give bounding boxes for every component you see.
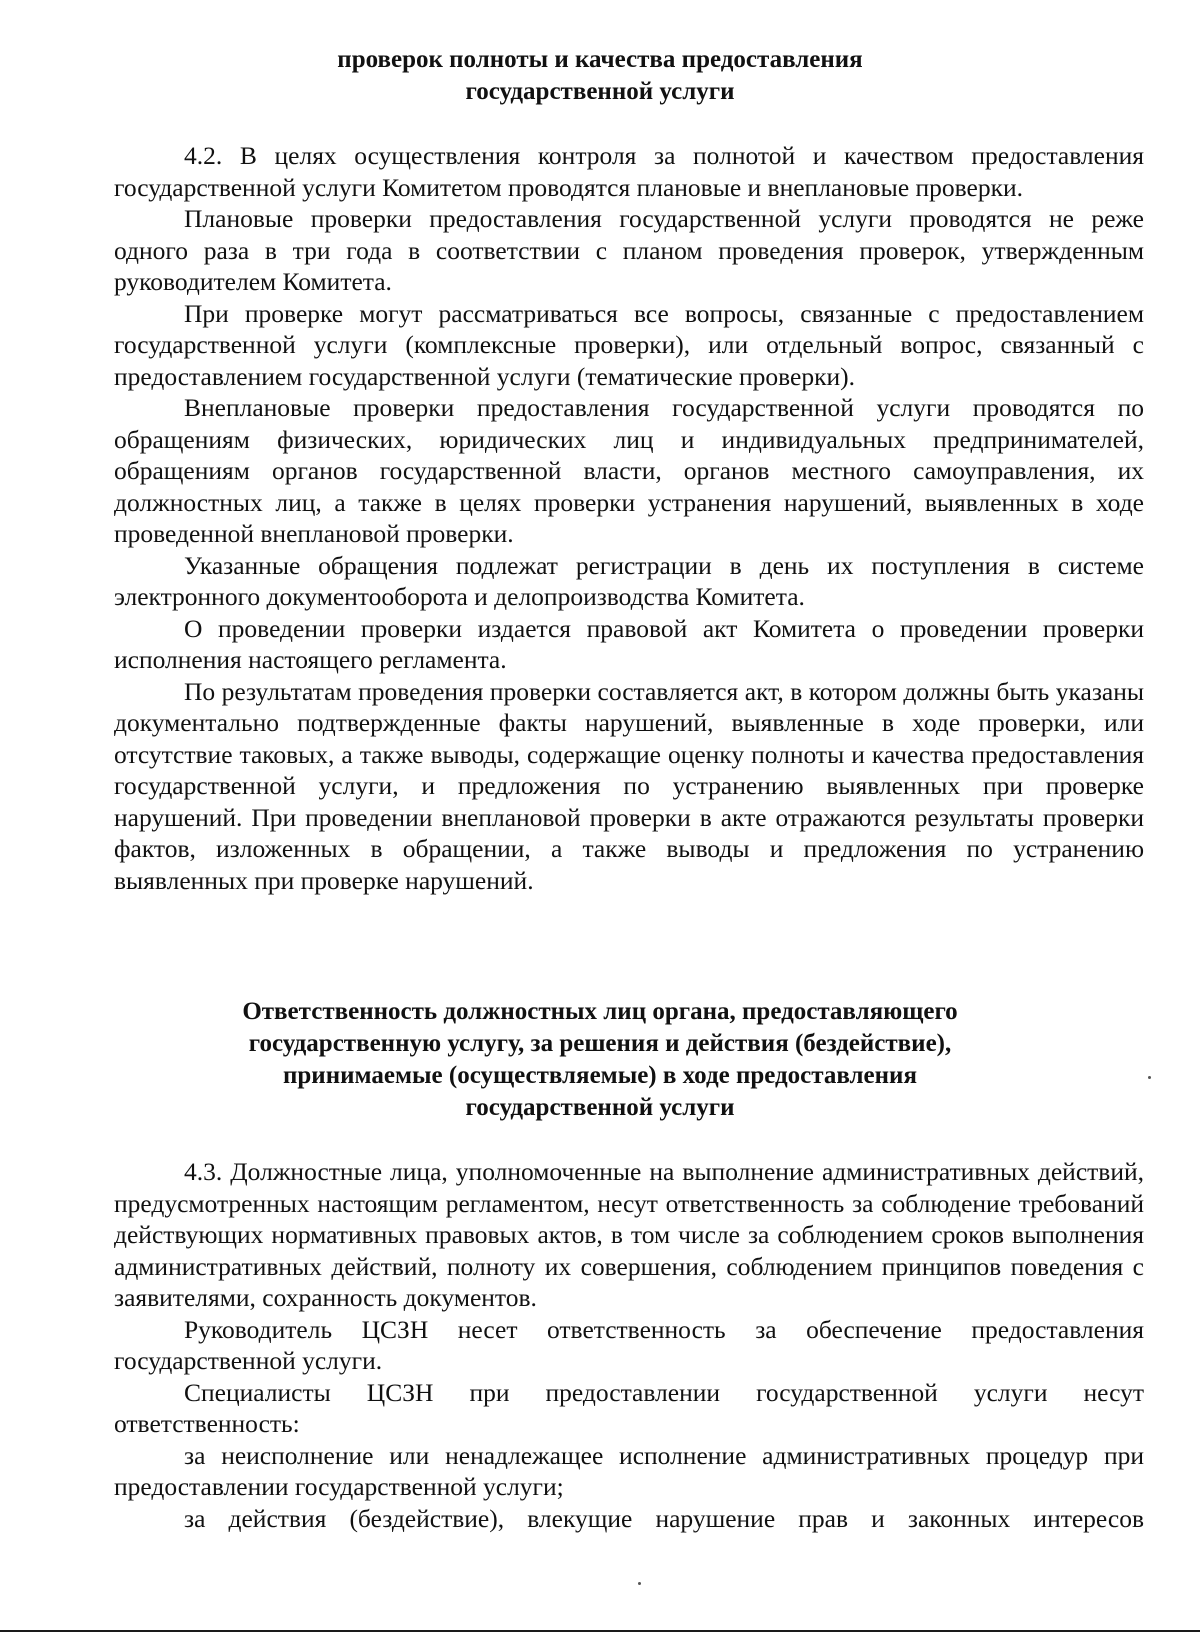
- paragraph: за неисполнение или ненадлежащее исполнение административных процедур при предоставлении государственной услуги;: [114, 1440, 1144, 1501]
- paragraph: Руководитель ЦСЗН несет ответственность за обеспечение предоставления государственной услуги.: [114, 1314, 1144, 1375]
- heading-line: государственной услуги: [465, 78, 735, 105]
- scan-edge-line: [0, 1630, 1200, 1632]
- section-4-2-body: [114, 140, 1144, 896]
- paragraph: По результатам проведения проверки составляется акт, в котором должны быть указаны документально подтвержденные факты нарушений, выявленные в ходе проверки, или отсутствие таковых, а также выводы, содержащие оценку полноты и качества предоставления государственной услуги, и предложения по устранению выявленных при проверке нарушений. При проведении внеплановой проверки в акте отражаются результаты проверки фактов, изложенных в обращении, а также выводы и предложения по устранению выявленных при проверке нарушений.: [114, 676, 1144, 895]
- paragraph: Плановые проверки предоставления государственной услуги проводятся не реже одного раза в три года в соответствии с планом проведения проверок, утвержденным руководителем Комитета.: [114, 204, 1144, 296]
- section-4-3-body: [114, 1156, 1144, 1534]
- paragraph: О проведении проверки издается правовой акт Комитета о проведении проверки исполнения настоящего регламента.: [114, 613, 1144, 674]
- paragraph: Указанные обращения подлежат регистрации в день их поступления в системе электронного документооборота и делопроизводства Комитета.: [114, 550, 1144, 611]
- heading-line: проверок полноты и качества предоставления: [337, 46, 863, 73]
- paragraph: за действия (бездействие), влекущие нарушение прав и законных интересов: [184, 1503, 1144, 1533]
- paragraph: Специалисты ЦСЗН при предоставлении государственной услуги несут ответственность:: [114, 1377, 1144, 1438]
- scan-speck: [638, 1582, 641, 1585]
- paragraph: Внеплановые проверки предоставления государственной услуги проводятся по обращениям физических, юридических лиц и индивидуальных предпринимателей, обращениям органов государственной власти, органов местного самоуправления, их должностных лиц, а также в целях проверки устранения нарушений, выявленных в ходе проведенной внеплановой проверки.: [114, 393, 1144, 548]
- paragraph-4-3: 4.3. Должностные лица, уполномоченные на выполнение административных действий, предусмотренных настоящим регламентом, несут ответственность за соблюдение требований действующих нормативных правовых актов, в том числе за соблюдением сроков выполнения административных действий, полноту их совершения, соблюдением принципов поведения с заявителями, сохранность документов.: [114, 1157, 1144, 1312]
- paragraph: При проверке могут рассматриваться все вопросы, связанные с предоставлением государственной услуги (комплексные проверки), или отдельный вопрос, связанный с предоставлением государственной услуги (тематические проверки).: [114, 298, 1144, 391]
- section-heading-top: [0, 44, 1200, 108]
- paragraph-4-2: 4.2. В целях осуществления контроля за полнотой и качеством предоставления государственной услуги Комитетом проводятся плановые и внеплановые проверки.: [114, 141, 1144, 202]
- heading-line: принимаемые (осуществляемые) в ходе предоставления: [283, 1062, 917, 1089]
- section-heading-responsibility: [0, 996, 1200, 1124]
- scan-speck: [1148, 1076, 1151, 1079]
- heading-line: государственную услугу, за решения и действия (бездействие),: [248, 1030, 952, 1057]
- heading-line: Ответственность должностных лиц органа, предоставляющего: [242, 998, 958, 1025]
- heading-line: государственной услуги: [465, 1094, 735, 1121]
